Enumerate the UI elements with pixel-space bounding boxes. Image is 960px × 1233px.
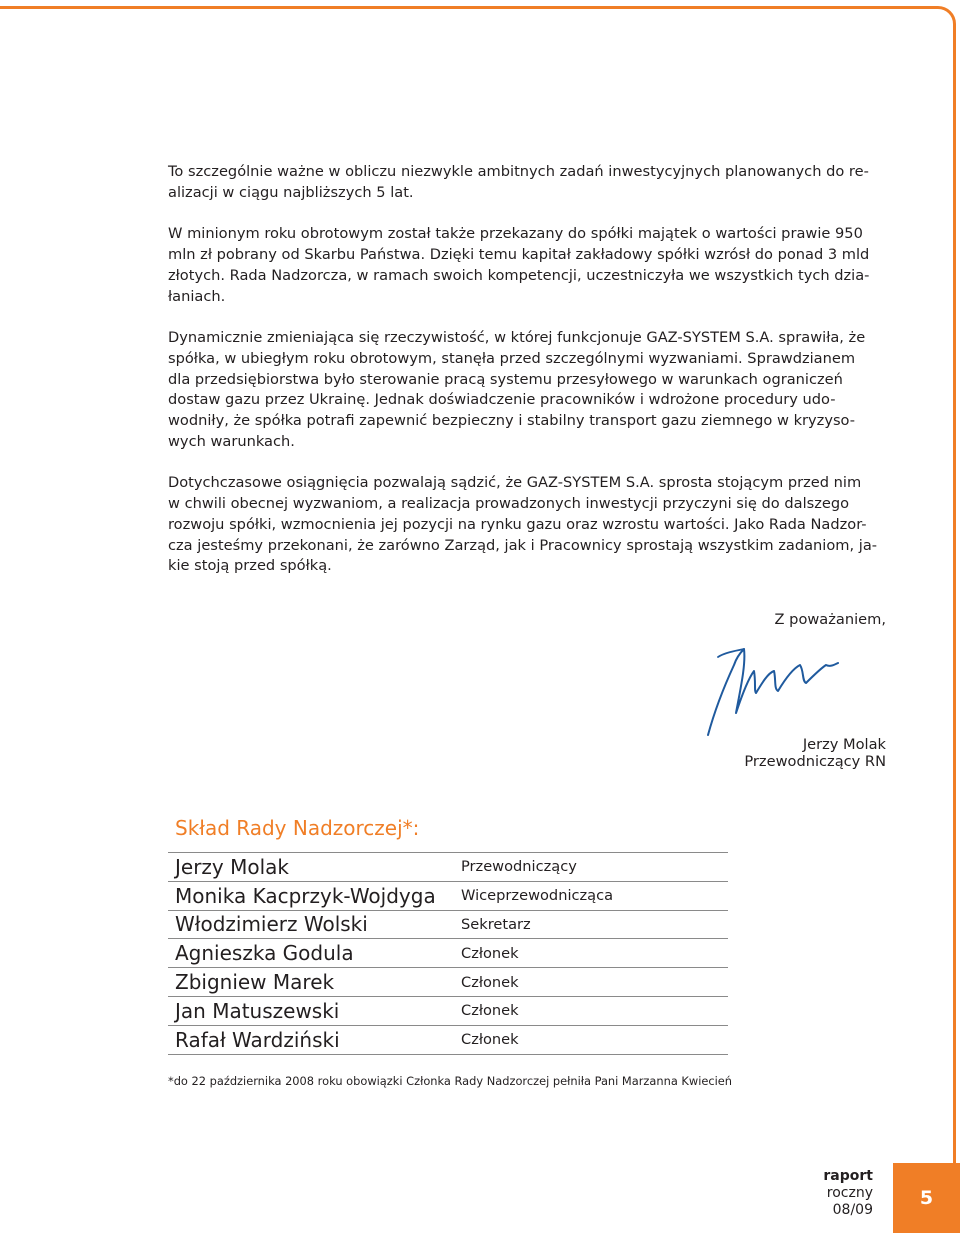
text-line: mln zł pobrany od Skarbu Państwa. Dzięki temu kapitał zakładowy spółki wzrósł do ponad 3 mld (168, 246, 870, 264)
board-member-name: Jerzy Molak (175, 854, 290, 879)
signer-block (744, 736, 886, 770)
text-line: dostaw gazu przez Ukrainę. Jednak doświadczenie pracowników i wdrożone procedury udo- (168, 391, 836, 409)
board-member-role: Członek (461, 1002, 519, 1020)
text-line: złotych. Rada Nadzorcza, w ramach swoich kompetencji, uczestniczyła we wszystkich tych dzia- (168, 266, 870, 284)
text-line: W minionym roku obrotowym został także przekazany do spółki majątek o wartości prawie 950 (168, 225, 863, 243)
footer-line-3: 08/09 (832, 1202, 873, 1218)
board-table (168, 852, 728, 1055)
board-member-name: Agnieszka Godula (175, 941, 354, 966)
board-member-row (168, 939, 728, 968)
board-heading: Skład Rady Nadzorczej*: (175, 816, 420, 840)
board-member-row (168, 1025, 728, 1054)
paragraph (168, 224, 886, 307)
footer-line-2: roczny (826, 1185, 873, 1201)
board-member-role: Przewodniczący (461, 858, 577, 876)
board-member-role: Sekretarz (461, 915, 531, 933)
board-member-role: Wiceprzewodnicząca (461, 887, 614, 905)
footer-line-1: raport (823, 1168, 873, 1184)
text-line: kie stoją przed spółką. (168, 557, 332, 575)
text-line: spółka, w ubiegłym roku obrotowym, stanęła przed szczególnymi wyzwaniami. Sprawdzianem (168, 349, 856, 367)
board-member-name: Monika Kacprzyk-Wojdyga (175, 883, 436, 908)
closing-salutation: Z poważaniem, (774, 611, 886, 628)
letter-body (168, 162, 886, 598)
text-line: wodniły, że spółka potrafi zapewnić bezpieczny i stabilny transport gazu ziemnego w kryzyso- (168, 412, 856, 430)
paragraph (168, 473, 886, 577)
board-member-row (168, 881, 728, 910)
signer-title: Przewodniczący RN (744, 753, 886, 770)
board-member-role: Członek (461, 944, 519, 962)
text-line: łaniach. (168, 287, 226, 305)
board-member-name: Włodzimierz Wolski (175, 912, 368, 937)
board-member-row (168, 968, 728, 997)
board-member-role: Członek (461, 1031, 519, 1049)
text-line: w chwili obecnej wyzwaniom, a realizacja prowadzonych inwestycji przyczyni się do dalszego (168, 495, 850, 513)
text-line: To szczególnie ważne w obliczu niezwykle ambitnych zadań inwestycyjnych planowanych do re- (168, 163, 869, 180)
board-member-name: Zbigniew Marek (175, 970, 335, 995)
page-number: 5 (893, 1163, 960, 1233)
board-member-row (168, 910, 728, 939)
text-line: alizacji w ciągu najbliższych 5 lat. (168, 183, 414, 201)
paragraph (168, 162, 886, 203)
footer-label (800, 1168, 895, 1219)
signer-name: Jerzy Molak (802, 736, 886, 753)
text-line: dla przedsiębiorstwa było sterowanie pracą systemu przesyłowego w warunkach ograniczeń (168, 370, 843, 388)
text-line: wych warunkach. (168, 432, 295, 450)
board-member-row (168, 996, 728, 1025)
signature-image (700, 643, 840, 743)
text-line: Dotychczasowe osiągnięcia pozwalają sądzić, że GAZ-SYSTEM S.A. sprosta stojącym przed nim (168, 474, 862, 492)
text-line: rozwoju spółki, wzmocnienia jej pozycji na rynku gazu oraz wzrostu wartości. Jako Rada Nadzor- (168, 515, 867, 533)
board-member-name: Jan Matuszewski (175, 998, 340, 1023)
text-line: cza jesteśmy przekonani, że zarówno Zarząd, jak i Pracownicy sprostają wszystkim zadaniom, ja- (168, 536, 878, 554)
paragraph (168, 328, 886, 452)
board-member-role: Członek (461, 973, 519, 991)
text-line: Dynamicznie zmieniająca się rzeczywistość, w której funkcjonuje GAZ-SYSTEM S.A. sprawiła, że (168, 329, 866, 347)
board-member-row (168, 853, 728, 882)
footnote: *do 22 października 2008 roku obowiązki Członka Rady Nadzorczej pełniła Pani Marzanna Kwiecień (168, 1074, 733, 1088)
board-member-name: Rafał Wardziński (175, 1027, 340, 1052)
